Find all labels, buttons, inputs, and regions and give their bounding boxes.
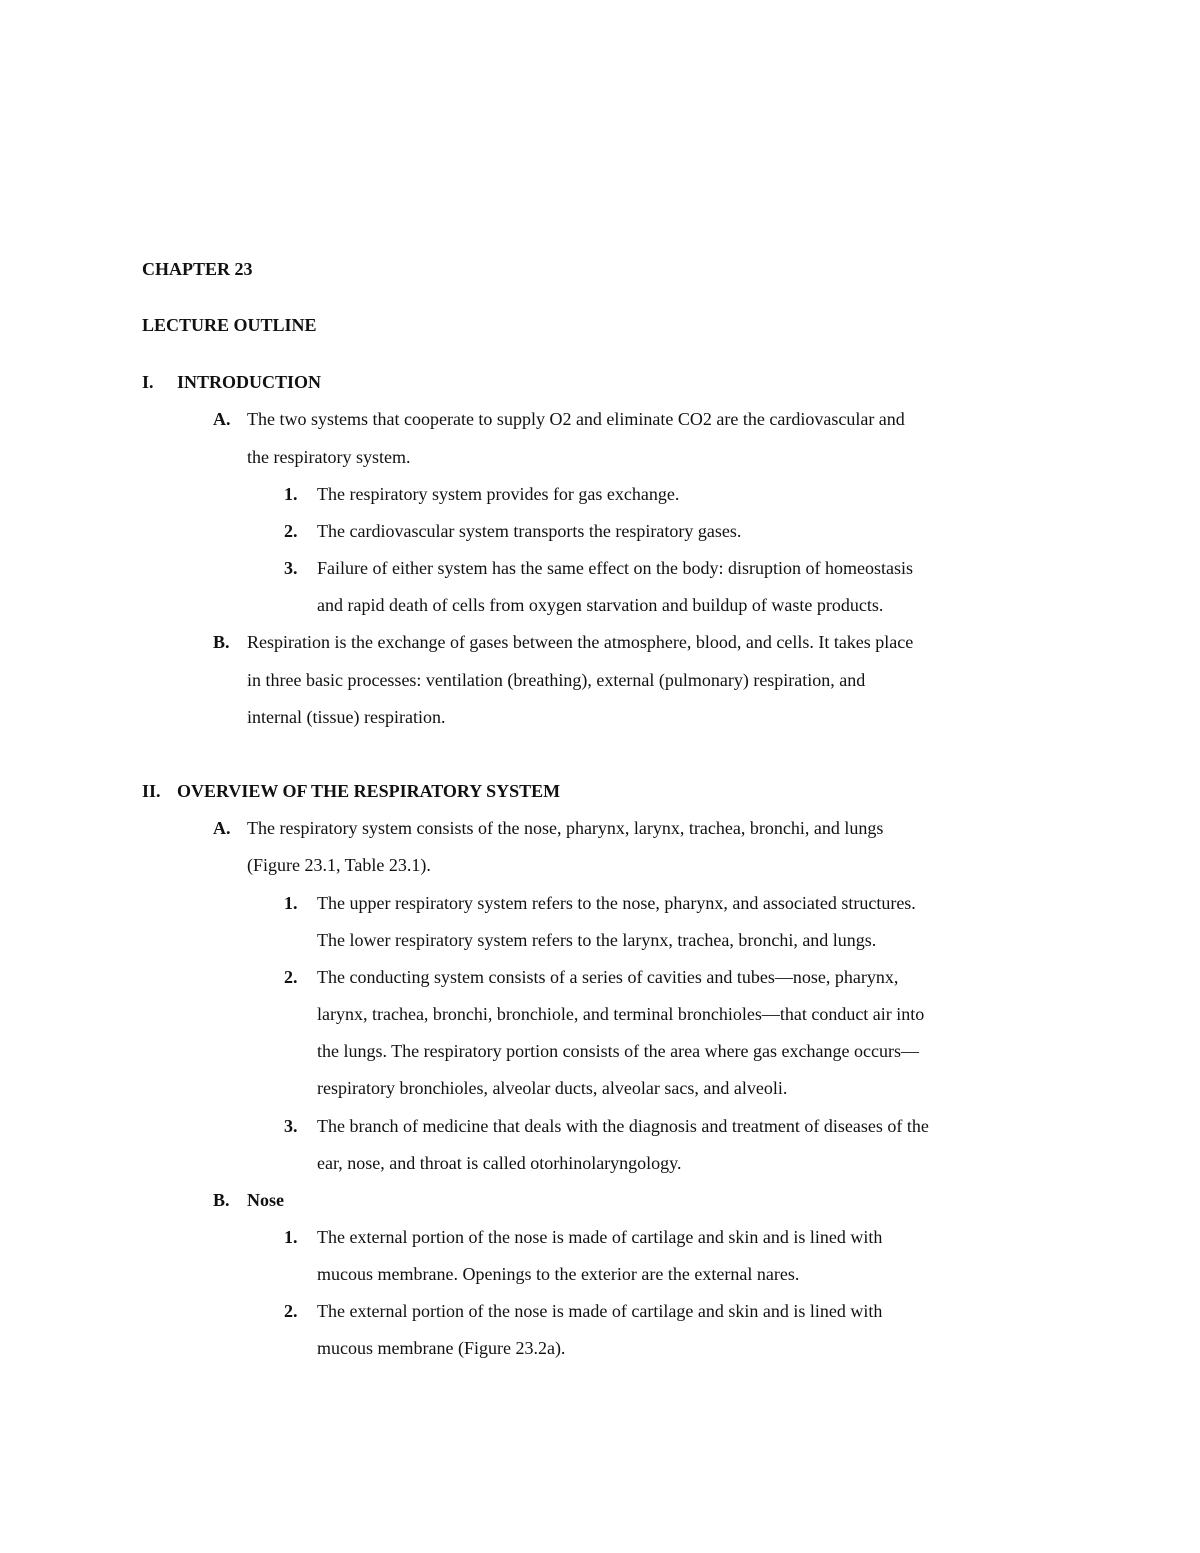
item-text-line: in three basic processes: ventilation (breathing), external (pulmonary) respiration, and <box>247 670 866 690</box>
subitem-text-line: The external portion of the nose is made of cartilage and skin and is lined with <box>317 1301 883 1321</box>
chapter-heading: CHAPTER 23 <box>142 259 253 279</box>
item-text-line: The two systems that cooperate to supply O2 and eliminate CO2 are the cardiovascular and <box>247 409 905 429</box>
lecture-outline-heading: LECTURE OUTLINE <box>142 315 317 335</box>
item-text-line: Respiration is the exchange of gases between the atmosphere, blood, and cells. It takes place <box>247 632 914 652</box>
item-text-line: The respiratory system consists of the nose, pharynx, larynx, trachea, bronchi, and lungs <box>247 818 884 838</box>
subitem-text-line: The branch of medicine that deals with the diagnosis and treatment of diseases of the <box>317 1116 929 1136</box>
subitem-number: 3. <box>284 1116 298 1136</box>
subitem-text-line: The upper respiratory system refers to the nose, pharynx, and associated structures. <box>317 893 916 913</box>
subitem-number: 1. <box>284 484 298 504</box>
subitem-number: 2. <box>284 521 298 541</box>
subitem-number: 2. <box>284 967 298 987</box>
subitem-text-line: ear, nose, and throat is called otorhinolaryngology. <box>317 1153 682 1173</box>
item-letter: A. <box>213 409 231 429</box>
item-letter: A. <box>213 818 231 838</box>
section-title: INTRODUCTION <box>177 372 322 392</box>
section-title: OVERVIEW OF THE RESPIRATORY SYSTEM <box>177 781 561 801</box>
subitem-number: 2. <box>284 1301 298 1321</box>
subitem-text-line: and rapid death of cells from oxygen starvation and buildup of waste products. <box>317 595 884 615</box>
subitem-text-line: Failure of either system has the same effect on the body: disruption of homeostasis <box>317 558 914 578</box>
item-letter: B. <box>213 632 230 652</box>
section-numeral: I. <box>142 372 154 392</box>
subitem-text-line: The lower respiratory system refers to the larynx, trachea, bronchi, and lungs. <box>317 930 877 950</box>
subitem-text-line: The external portion of the nose is made of cartilage and skin and is lined with <box>317 1227 883 1247</box>
item-letter: B. <box>213 1190 230 1210</box>
subitem-text-line: The cardiovascular system transports the respiratory gases. <box>317 521 742 541</box>
subitem-text-line: The respiratory system provides for gas exchange. <box>317 484 680 504</box>
subitem-text-line: larynx, trachea, bronchi, bronchiole, and terminal bronchioles—that conduct air into <box>317 1004 925 1024</box>
subitem-text-line: mucous membrane (Figure 23.2a). <box>317 1338 566 1358</box>
item-text-line: internal (tissue) respiration. <box>247 707 446 727</box>
subitem-text-line: The conducting system consists of a series of cavities and tubes—nose, pharynx, <box>317 967 899 987</box>
item-text-line: the respiratory system. <box>247 447 411 467</box>
subitem-text-line: the lungs. The respiratory portion consists of the area where gas exchange occurs— <box>317 1041 919 1061</box>
item-text-line: (Figure 23.1, Table 23.1). <box>247 855 431 875</box>
subitem-text-line: mucous membrane. Openings to the exterior are the external nares. <box>317 1264 800 1284</box>
section-numeral: II. <box>142 781 161 801</box>
item-heading: Nose <box>247 1190 284 1210</box>
subitem-number: 1. <box>284 893 298 913</box>
subitem-number: 1. <box>284 1227 298 1247</box>
subitem-text-line: respiratory bronchioles, alveolar ducts, alveolar sacs, and alveoli. <box>317 1078 788 1098</box>
subitem-number: 3. <box>284 558 298 578</box>
